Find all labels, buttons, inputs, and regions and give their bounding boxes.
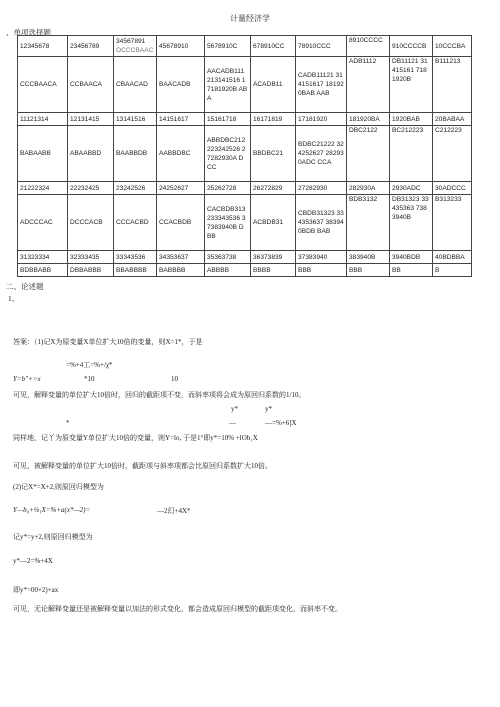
table-cell: 1920BAB bbox=[390, 113, 433, 126]
table-cell: 40BDBBA bbox=[433, 251, 472, 264]
table-cell: B313233 bbox=[433, 195, 472, 251]
table-cell: 33343536 bbox=[114, 251, 157, 264]
table-cell: CBDB31323 334353637 383940BDB BAB bbox=[296, 195, 347, 251]
table-cell: 45678910 bbox=[157, 36, 205, 57]
equation-line: * bbox=[66, 419, 70, 427]
table-cell: 31323334 bbox=[18, 251, 68, 264]
table-cell: 23456789 bbox=[68, 36, 114, 57]
table-cell: 910CCCCB bbox=[390, 36, 433, 57]
table-row bbox=[18, 251, 472, 264]
equation-line: *10 bbox=[84, 375, 95, 383]
table-cell: 17181920 bbox=[296, 113, 347, 126]
table-cell: 32333435 bbox=[68, 251, 114, 264]
table-cell: 678910CC bbox=[251, 36, 296, 57]
table-row bbox=[18, 113, 472, 126]
table-cell: 30ADCCC bbox=[433, 182, 472, 195]
table-cell-text: 34567891 bbox=[116, 38, 146, 45]
table-cell: BABBBB bbox=[157, 264, 205, 277]
table-cell: DB11121 31415161 7181920B bbox=[390, 57, 433, 113]
document-title: 计量经济学 bbox=[230, 14, 270, 23]
table-cell: 23242526 bbox=[114, 182, 157, 195]
table-cell: 22232425 bbox=[68, 182, 114, 195]
answer-line: 同样地，记丫为原变量Y单位扩大10倍的变量，则Y=lo, 于是1°即y*=10% +lOb₁X bbox=[13, 434, 258, 442]
table-cell: AABBDBC bbox=[157, 126, 205, 182]
table-cell bbox=[114, 36, 157, 57]
table-cell: 36373839 bbox=[251, 251, 296, 264]
table-cell: 12131415 bbox=[68, 113, 114, 126]
table-cell: 27282930 bbox=[296, 182, 347, 195]
equation-line: Y—b₀+⅛₁X=%+a(x*—2)= bbox=[13, 506, 91, 514]
table-cell: BBBB bbox=[251, 264, 296, 277]
table-cell: ADCCCAC bbox=[18, 195, 68, 251]
answer-line: 可见，被解释变量的单位扩大10倍时，截距项与斜率项都会比原回归系数扩大10倍。 bbox=[13, 462, 272, 470]
equation-line: Y=b"+>x bbox=[13, 375, 41, 383]
table-cell: 2930ADC bbox=[390, 182, 433, 195]
table-cell: 12345678 bbox=[18, 36, 68, 57]
table-cell: CCCBAACA bbox=[18, 57, 68, 113]
table-cell: 282930A bbox=[347, 182, 390, 195]
table-cell: 16171819 bbox=[251, 113, 296, 126]
table-cell: 13141516 bbox=[114, 113, 157, 126]
table-cell: ACADB11 bbox=[251, 57, 296, 113]
equation-line: —=%+6]X bbox=[265, 419, 297, 427]
table-row bbox=[18, 36, 472, 57]
table-cell: DB31323 33435363 7383940B bbox=[390, 195, 433, 251]
table-cell: 15161718 bbox=[205, 113, 251, 126]
table-cell: ABAABBD bbox=[68, 126, 114, 182]
table-cell: CCACBDB bbox=[157, 195, 205, 251]
table-cell: 35363738 bbox=[205, 251, 251, 264]
table-cell: B bbox=[433, 264, 472, 277]
table-cell: CCCACBD bbox=[114, 195, 157, 251]
table-cell: 181920BA bbox=[347, 113, 390, 126]
table-cell: ADB1112 bbox=[347, 57, 390, 113]
table-cell: ACBDB31 bbox=[251, 195, 296, 251]
answer-line: (2)记X*=X+2,则原回归模型为 bbox=[13, 483, 104, 491]
equation-line: — bbox=[229, 419, 236, 427]
table-cell: 5678910C bbox=[205, 36, 251, 57]
equation-line: y* bbox=[265, 405, 272, 413]
table-row bbox=[18, 195, 472, 251]
table-cell: CADB11121 314151617 181920BAB AAB bbox=[296, 57, 347, 113]
table-cell: 26272829 bbox=[251, 182, 296, 195]
table-cell: 3940BDB bbox=[390, 251, 433, 264]
table-row bbox=[18, 182, 472, 195]
table-cell: BBDBC21 bbox=[251, 126, 296, 182]
table-cell: 14151617 bbox=[157, 113, 205, 126]
table-cell: 383940B bbox=[347, 251, 390, 264]
table-cell: BBB bbox=[296, 264, 347, 277]
table-cell: BABAABB bbox=[18, 126, 68, 182]
table-cell: BBB bbox=[347, 264, 390, 277]
table-cell: BBABBBB bbox=[114, 264, 157, 277]
equation-line: 即y*=00+2)+ax bbox=[13, 586, 59, 594]
table-row bbox=[18, 57, 472, 113]
equation-line: —2幻+4X* bbox=[157, 507, 191, 515]
table-cell: C212223 bbox=[433, 126, 472, 182]
table-cell: 11121314 bbox=[18, 113, 68, 126]
answer-line: 可见，无论解释变量还是被解释变量以加法的形式变化，都会造成原回归模型的截距项变化，而斜率不变。 bbox=[13, 605, 342, 613]
answer-table bbox=[17, 35, 472, 277]
table-cell: BAACADB bbox=[157, 57, 205, 113]
equation-line: y* bbox=[231, 405, 238, 413]
equation-line: y*—2=%+4X bbox=[13, 557, 53, 565]
table-cell: AACADB111 213141516 17181920B ABA bbox=[205, 57, 251, 113]
section-heading-essay: 二、论述题 bbox=[6, 282, 44, 291]
table-cell: 24252627 bbox=[157, 182, 205, 195]
table-cell: BC212223 bbox=[390, 126, 433, 182]
table-cell: BB bbox=[390, 264, 433, 277]
table-cell: ABBDBC212 223242526 27282930A DCC bbox=[205, 126, 251, 182]
table-cell: 78910CCC bbox=[296, 36, 347, 57]
table-cell: BDB3132 bbox=[347, 195, 390, 251]
question-number: 1、 bbox=[8, 294, 20, 303]
table-cell: CCBAACA bbox=[68, 57, 114, 113]
table-row bbox=[18, 264, 472, 277]
table-cell: 10CCCBA bbox=[433, 36, 472, 57]
table-cell: CACBDB313 233343536 37383940B DBB bbox=[205, 195, 251, 251]
equation-line: 10 bbox=[171, 375, 178, 383]
table-cell: 8910CCCC bbox=[347, 36, 390, 57]
table-cell: DBBABBB bbox=[68, 264, 114, 277]
table-cell: 37383940 bbox=[296, 251, 347, 264]
table-cell: B111213 bbox=[433, 57, 472, 113]
equation-line: =%+4工=%+/χ* bbox=[66, 361, 113, 369]
table-cell: BDBC21222 324252627 282930ADC CCA bbox=[296, 126, 347, 182]
table-cell: DBC2122 bbox=[347, 126, 390, 182]
table-cell: BAABBDB bbox=[114, 126, 157, 182]
table-cell: 21222324 bbox=[18, 182, 68, 195]
table-cell-subnote: OCCCBAAC bbox=[116, 47, 154, 54]
answer-line: 记y*=y+2,则原回归模型为 bbox=[13, 533, 93, 541]
table-row bbox=[18, 126, 472, 182]
table-cell: ABBBB bbox=[205, 264, 251, 277]
table-cell: 20BABAA bbox=[433, 113, 472, 126]
table-cell: BDBBABB bbox=[18, 264, 68, 277]
table-cell: 25262728 bbox=[205, 182, 251, 195]
section-heading-single-choice: 、单项选择题 bbox=[6, 28, 51, 37]
answer-line: 答案：（1)记X为原变量X单位扩大10倍的变量，则X=1*，于是 bbox=[13, 338, 203, 346]
table-cell: DCCCACB bbox=[68, 195, 114, 251]
table-cell: 34353637 bbox=[157, 251, 205, 264]
table-cell: CBAACAD bbox=[114, 57, 157, 113]
answer-line: 可见，解释变量的单位扩大10倍时，回归的截距项不变，而斜率项将会成为原回归系数的1/10。 bbox=[13, 391, 306, 399]
